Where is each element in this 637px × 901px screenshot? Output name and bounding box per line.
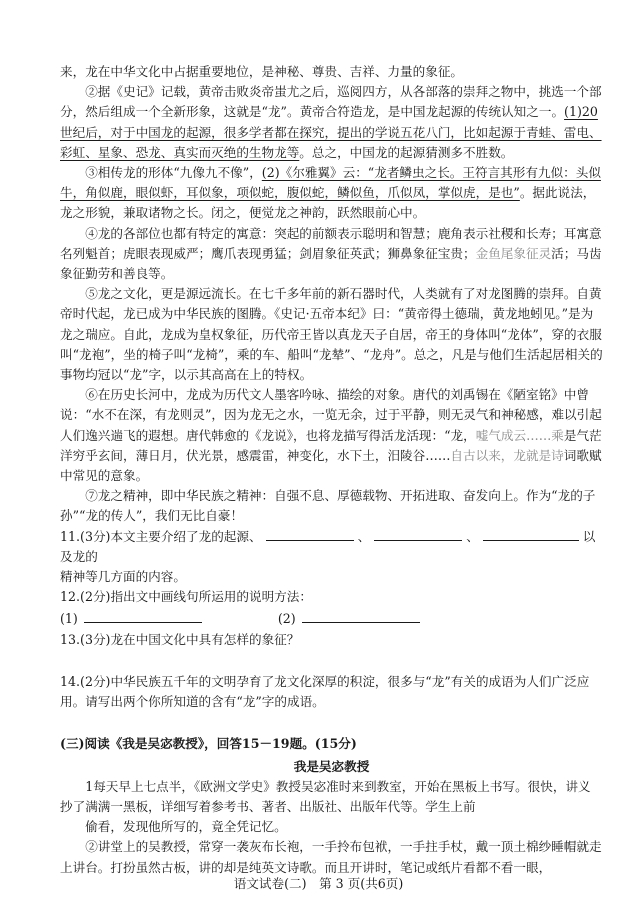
question-12 — [60, 587, 603, 607]
paragraph-7 — [60, 486, 603, 526]
paragraph-2-text-a: ②据《史记》记载，黄帝击败炎帝蚩尤之后，巡阅四方，从各部落的崇拜之物中，挑选一个部分，然后组成一个全新形象，这就是“龙”。黄帝合符造龙，是中国龙起源的传统认知之一。 — [60, 84, 602, 120]
page-footer: 语文试卷(二) 第 3 页(共6页) — [233, 876, 404, 891]
answer-blank-11-3[interactable] — [483, 528, 579, 541]
paragraph-6-text-a: ⑥在历史长河中，龙成为历代文人墨客吟咏、描绘的对象。唐代的刘禹锡在《陋室铭》中曾说：“水不在深，有龙则灵”，因为龙无之水，一览无余，过于平静，则无灵气和神秘感，难以引起人们逸兴遄飞的遐想。唐代韩愈的《龙说》，也将龙描写得活龙活现：“龙， — [60, 387, 602, 443]
paragraph-6-faint-2: 自古以来，龙就是诗 — [450, 447, 564, 463]
answer-blank-11-2[interactable] — [374, 528, 462, 541]
answer-label-12-2: (2) — [277, 611, 296, 627]
paragraph-4-text-a: ④龙的各部位也都有特定的寓意：突起的前额表示聪明和智慧；鹿角表示社稷和长寿；耳寓意名列魁首；虎眼表现威严；鹰爪表现勇猛；剑眉象征英武；狮鼻象征宝贵； — [60, 225, 602, 261]
question-11-text-c: 精神等几方面的内容。 — [60, 569, 186, 585]
section-3-heading: (三)阅读《我是吴宓教授》，回答15－19题。(15分) — [60, 736, 357, 752]
paragraph-2 — [60, 82, 603, 163]
paragraph-6-faint-1: 嘘气成云……乘 — [475, 427, 564, 443]
question-12-answers — [60, 609, 603, 629]
paragraph-6-text-c: 词歌赋中常见的意象。 — [60, 447, 602, 484]
question-11-text-a: 11.(3分)本文主要介绍了龙的起源、 — [60, 528, 262, 544]
paragraph-7-text-b: 子孙”“龙的传人”，我们无比自豪！ — [60, 488, 596, 524]
paragraph-6 — [60, 385, 603, 486]
paragraph-3 — [60, 163, 603, 224]
question-12-text: 12.(2分)指出文中画线句所运用的说明方法： — [60, 589, 312, 605]
paragraph-4 — [60, 224, 603, 285]
underlined-sentence-1: (1)20世纪后，对于中国龙的起源，很多学者都在探究，提出的学说五花八门，比如起源于青蛙、雷电、彩虹、星象、恐龙、真实而灭绝的生物龙等 — [60, 104, 602, 160]
article-paragraph-1: 1每天早上七点半，《欧洲文学史》教授吴宓准时来到教室，开始在黑板上书写。很快，讲义抄了满满一黑板，详细写着参考书、著者、出版社、出版年代等。学生上前 — [60, 778, 591, 814]
paragraph-5: ⑤龙之文化，更是源远流长。在七千多年前的新石器时代，人类就有了对龙图腾的崇拜。自黄帝时代起，龙已成为中华民族的图腾。《史记·五帝本纪》曰：“黄帝得土德瑞，黄龙地蚓见。”是为龙之瑞应。自此，龙成为皇权象征，历代帝王皆以真龙天子自居，帝王的身体叫“龙体”，穿的衣服叫“龙袍”，坐的椅子叫“龙椅”，乘的车、船叫“龙辇”、“龙舟”。总之，凡是与他们生活起居相关的事物均冠以“龙”字，以示其高高在上的特权。 — [60, 286, 603, 383]
paragraph-4-text-b: 活；马齿象征勤劳和善良等。 — [60, 245, 602, 282]
answer-label-12-1: (1) — [60, 611, 78, 627]
underlined-sentence-2: (2)《尔雅翼》云：“龙者鳞虫之长。王符言其形有九似：头似牛，角似鹿，眼似虾，耳似象，项似蛇，腹似蛇，鳞似鱼，爪似凤，掌似虎，是也” — [60, 165, 601, 201]
paragraph-3-text-a: ③相传龙的形体“九像九不像”， — [85, 165, 262, 181]
paragraph-4-faint: 金鱼尾象征灵 — [475, 245, 552, 261]
question-11: 11.(3分)本文主要介绍了龙的起源、 、 、 以及龙的 精神等几方面的内容。 — [60, 528, 596, 585]
paragraph-7-text-a: ⑦龙之精神，即中华民族之精神：自强不息、厚德载物、开拓进取、奋发向上。作为“龙的 — [85, 488, 583, 504]
answer-blank-12-2[interactable] — [302, 610, 420, 623]
article-title: 我是吴宓教授 — [293, 758, 370, 774]
article-paragraph-1-cont: 偷看，发现他所写的，竟全凭记忆。 — [85, 819, 287, 835]
answer-blank-12-1[interactable] — [84, 610, 202, 623]
question-14: 14.(2分)中华民族五千年的文明孕育了龙文化深厚的积淀，很多与“龙”有关的成语为人们广泛应用。请写出两个你所知道的含有“龙”字的成语。 — [60, 673, 590, 710]
answer-blank-11-1[interactable] — [266, 528, 354, 541]
question-11-text-b: 以及龙的 — [60, 528, 596, 564]
paragraph-3-text-b: 。据此说法，龙之形貌，兼取诸物之长。闭之，便觉龙之神韵，跃然眼前心中。 — [60, 185, 596, 221]
article-paragraph-2: ②讲堂上的吴教授，常穿一袭灰布长袍，一手拎布包袱，一手拄手杖，戴一顶土棉纱睡帽就走上讲台。打扮虽然古板，讲的却是纯英文诗歌。而且开讲时，笔记或纸片看都不看一眼， — [60, 839, 602, 875]
paragraph-intro: 来，龙在中华文化中占据重要地位，是神秘、尊贵、吉祥、力量的象征。 — [60, 64, 463, 79]
paragraph-6-text-b: 是气茫洋穷乎玄间，薄日月，伏光景，感震雷，神变化，水下土，汨陵谷…… — [60, 427, 602, 463]
paragraph-2-text-b: 。总之，中国龙的起源猜测多不胜数。 — [299, 144, 514, 160]
question-13: 13.(3分)龙在中国文化中具有怎样的象征？ — [60, 631, 300, 647]
